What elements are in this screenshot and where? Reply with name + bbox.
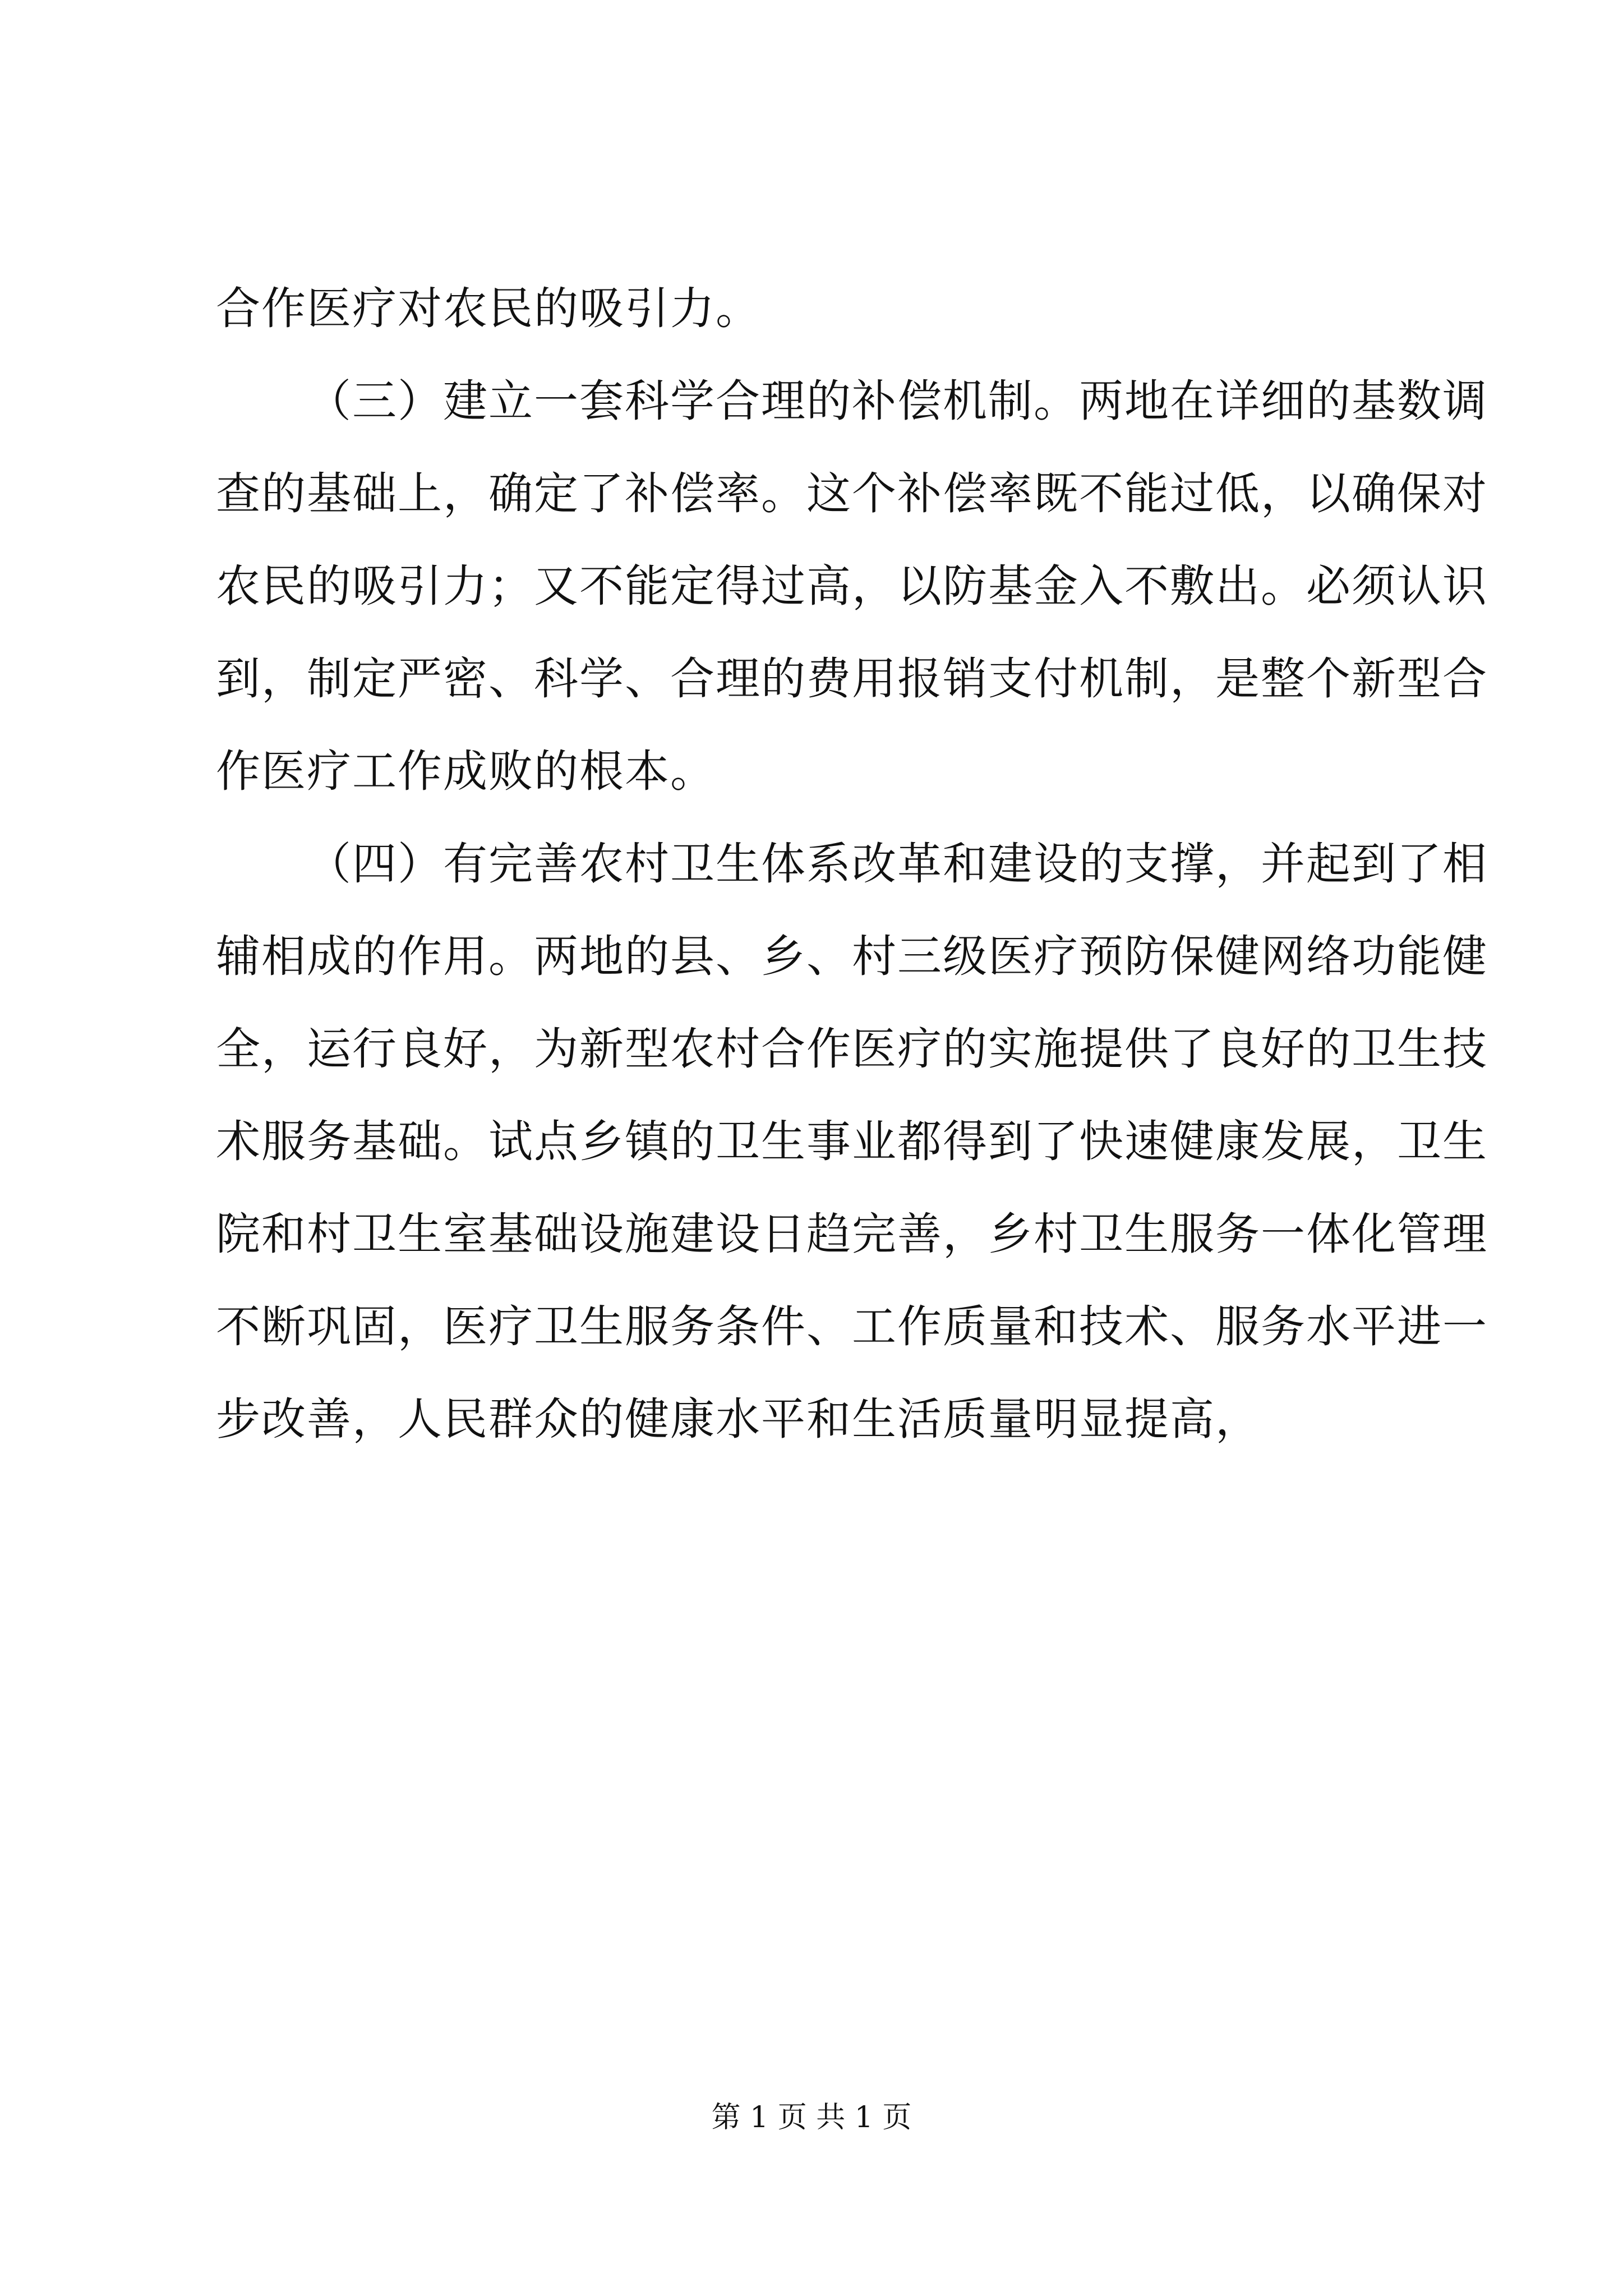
paragraph-line: （三）建立一套科学合理的补偿机制。两地在详细的基数调 [307,375,1488,427]
page-number-label: 第 1 页 共 1 页 [711,2101,912,2134]
paragraph-line: 辅相成的作用。两地的县、乡、村三级医疗预防保健网络功能健 [216,931,1488,982]
paragraph-line: （四）有完善农村卫生体系改革和建设的支撑，并起到了相 [307,838,1488,890]
paragraph-line: 术服务基础。试点乡镇的卫生事业都得到了快速健康发展，卫生 [216,1116,1488,1167]
paragraph-line: 院和村卫生室基础设施建设日趋完善，乡村卫生服务一体化管理 [216,1208,1488,1260]
page-footer [0,2098,1623,2137]
paragraph-line: 全，运行良好，为新型农村合作医疗的实施提供了良好的卫生技 [216,1023,1488,1075]
paragraph-line: 到，制定严密、科学、合理的费用报销支付机制，是整个新型合 [216,653,1488,705]
paragraph-line: 农民的吸引力；又不能定得过高，以防基金入不敷出。必须认识 [216,560,1488,612]
paragraph-line: 作医疗工作成败的根本。 [216,746,716,797]
paragraph-line: 不断巩固，医疗卫生服务条件、工作质量和技术、服务水平进一 [216,1301,1488,1352]
paragraph-line: 查的基础上，确定了补偿率。这个补偿率既不能过低，以确保对 [216,468,1488,519]
document-body [216,263,1488,1466]
paragraph-line: 合作医疗对农民的吸引力。 [216,283,761,334]
paragraph-line: 步改善，人民群众的健康水平和生活质量明显提高， [216,1393,1261,1445]
